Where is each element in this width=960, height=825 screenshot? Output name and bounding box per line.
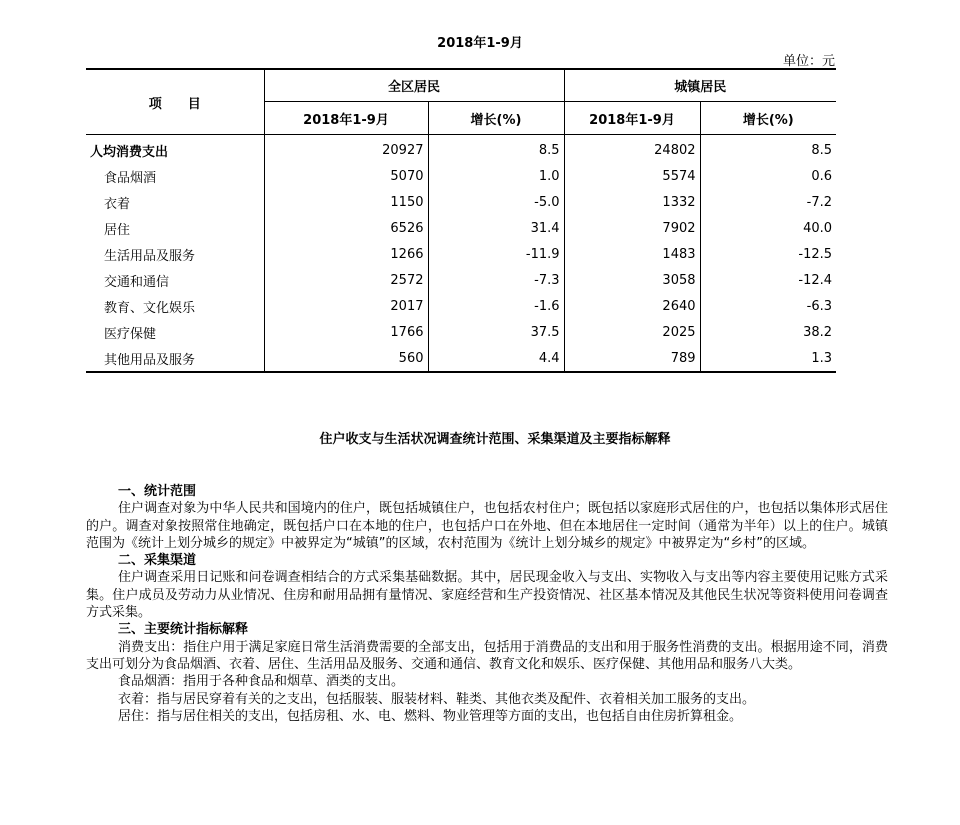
col-header-urban-amount: 2018年1-9月 xyxy=(564,102,700,135)
urban-growth: 40.0 xyxy=(700,215,836,241)
urban-growth: 38.2 xyxy=(700,319,836,345)
urban-growth: -12.4 xyxy=(700,267,836,293)
table-row xyxy=(86,345,836,372)
urban-amount: 5574 xyxy=(564,163,700,189)
consumption-table xyxy=(86,68,836,373)
period-title: 2018年1-9月 xyxy=(437,36,523,51)
row-label: 教育、文化娱乐 xyxy=(104,300,196,316)
row-label: 生活用品及服务 xyxy=(104,248,196,264)
all-amount: 20927 xyxy=(264,135,428,164)
all-amount: 1266 xyxy=(264,241,428,267)
paragraph: 消费支出：指住户用于满足家庭日常生活消费需要的全部支出，包括用于消费品的支出和用于服务性消费的支出。根据用途不同，消费支出可划分为食品烟酒、衣着、居住、生活用品及服务、交通和通信、教育文化和娱乐、医疗保健、其他用品和服务八大类。 xyxy=(86,639,888,672)
paragraph: 住户调查对象为中华人民共和国境内的住户，既包括城镇住户，也包括农村住户；既包括以家庭形式居住的户，也包括以集体形式居住的户。调查对象按照常住地确定，既包括户口在本地的住户，也包括户口在外地、但在本地居住一定时间（通常为半年）以上的住户。城镇范围为《统计上划分城乡的规定》中被界定为“城镇”的区域，农村范围为《统计上划分城乡的规定》中被界定为“乡村”的区域。 xyxy=(86,501,888,551)
urban-amount: 3058 xyxy=(564,267,700,293)
col-header-urban-growth: 增长(%) xyxy=(700,102,836,135)
group-header-urban: 城镇居民 xyxy=(564,69,836,102)
urban-growth: -7.2 xyxy=(700,189,836,215)
all-growth: 8.5 xyxy=(428,135,564,164)
all-growth: -11.9 xyxy=(428,241,564,267)
paragraph: 衣着：指与居民穿着有关的之支出，包括服装、服装材料、鞋类、其他衣类及配件、衣着相关加工服务的支出。 xyxy=(118,691,756,707)
row-label: 交通和通信 xyxy=(104,274,170,290)
all-amount: 560 xyxy=(264,345,428,372)
paragraph: 住户调查采用日记账和问卷调查相结合的方式采集基础数据。其中，居民现金收入与支出、实物收入与支出等内容主要使用记账方式采集。住户成员及劳动力从业情况、住房和耐用品拥有量情况、家庭经营和生产投资情况、社区基本情况及其他民生状况等资料使用问卷调查方式采集。 xyxy=(86,570,888,621)
item-header: 项 目 xyxy=(86,69,264,135)
row-label: 其他用品及服务 xyxy=(86,345,264,372)
all-amount: 6526 xyxy=(264,215,428,241)
unit-label: 单位：元 xyxy=(782,54,835,69)
all-growth: -7.3 xyxy=(428,267,564,293)
all-growth: 1.0 xyxy=(428,163,564,189)
all-amount: 1766 xyxy=(264,319,428,345)
paragraph: 居住：指与居住相关的支出，包括房租、水、电、燃料、物业管理等方面的支出，也包括自由住房折算租金。 xyxy=(118,708,743,724)
all-growth: 37.5 xyxy=(428,319,564,345)
table-row xyxy=(86,241,836,267)
col-header-all-amount: 2018年1-9月 xyxy=(264,102,428,135)
urban-growth: 8.5 xyxy=(700,135,836,164)
urban-amount: 2025 xyxy=(564,319,700,345)
table-row xyxy=(86,163,836,189)
section-heading: 二、采集渠道 xyxy=(118,553,197,569)
table-row xyxy=(86,215,836,241)
table-row xyxy=(86,267,836,293)
notes-body xyxy=(86,483,888,725)
all-amount: 5070 xyxy=(264,163,428,189)
urban-growth: 0.6 xyxy=(700,163,836,189)
urban-growth: -12.5 xyxy=(700,241,836,267)
urban-amount: 7902 xyxy=(564,215,700,241)
all-growth: 4.4 xyxy=(428,345,564,372)
all-growth: 31.4 xyxy=(428,215,564,241)
all-amount: 2017 xyxy=(264,293,428,319)
table-row xyxy=(86,135,836,164)
all-amount: 2572 xyxy=(264,267,428,293)
table-row xyxy=(86,319,836,345)
all-growth: -5.0 xyxy=(428,189,564,215)
section-heading: 一、统计范围 xyxy=(118,484,197,499)
group-header-all: 全区居民 xyxy=(264,69,564,102)
row-label: 食品烟酒 xyxy=(104,170,157,186)
urban-amount: 24802 xyxy=(564,135,700,164)
row-label: 医疗保健 xyxy=(104,326,157,342)
row-label: 居住 xyxy=(104,222,131,238)
urban-amount: 1483 xyxy=(564,241,700,267)
table-row xyxy=(86,189,836,215)
row-label: 衣着 xyxy=(104,196,131,212)
table-row xyxy=(86,293,836,319)
all-amount: 1150 xyxy=(264,189,428,215)
urban-amount: 1332 xyxy=(564,189,700,215)
urban-amount: 2640 xyxy=(564,293,700,319)
paragraph: 食品烟酒：指用于各种食品和烟草、酒类的支出。 xyxy=(118,674,405,690)
row-label: 人均消费支出 xyxy=(90,144,169,160)
urban-amount: 789 xyxy=(564,345,700,372)
section-heading: 三、主要统计指标解释 xyxy=(118,622,249,638)
notes-title: 住户收支与生活状况调查统计范围、采集渠道及主要指标解释 xyxy=(319,432,671,447)
all-growth: -1.6 xyxy=(428,293,564,319)
col-header-all-growth: 增长(%) xyxy=(428,102,564,135)
urban-growth: -6.3 xyxy=(700,293,836,319)
urban-growth: 1.3 xyxy=(700,345,836,372)
